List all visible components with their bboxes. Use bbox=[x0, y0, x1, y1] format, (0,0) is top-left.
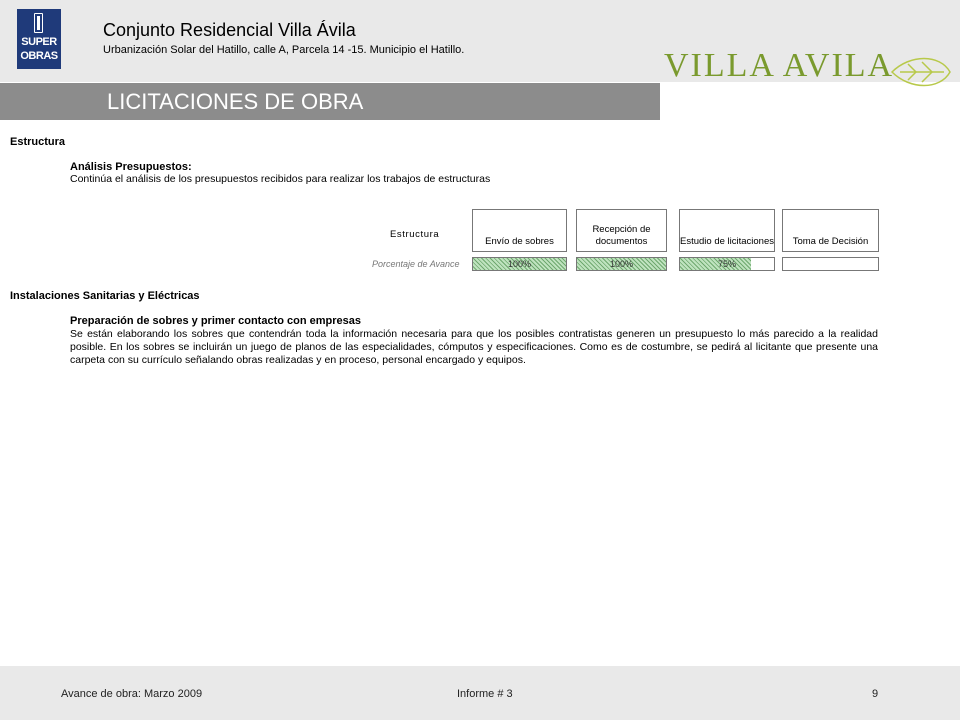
stage-box-toma bbox=[782, 209, 879, 252]
footer-report-date: Avance de obra: Marzo 2009 bbox=[61, 688, 203, 700]
logo-word-1: SUPER bbox=[21, 36, 57, 48]
subheading-analisis: Análisis Presupuestos: bbox=[70, 161, 192, 173]
banner-title: LICITACIONES DE OBRA bbox=[107, 89, 364, 114]
section-heading-estructura: Estructura bbox=[10, 136, 66, 148]
progress-row-label: Porcentaje de Avance bbox=[372, 259, 460, 269]
stage-label: Estudio de licitaciones bbox=[680, 236, 774, 247]
paragraph-instalaciones: Se están elaborando los sobres que contendrán toda la información necesaria para que los posibles contratistas generen un presupuesto lo más parecido a la realidad posible. En los sobres se incluirán un juego de planos de las especialidades, cómputos y especificaciones. Como es de costumbre, se pedirá al licitante que presente una carpeta con su currículo señalando obras realizadas y en proceso, personal encargado y equipos. bbox=[70, 328, 878, 366]
stage-label: Toma de Decisión bbox=[792, 236, 869, 247]
progress-value: 75% bbox=[717, 259, 736, 269]
table-row-label: Estructura bbox=[390, 229, 440, 240]
section-banner bbox=[0, 83, 660, 120]
logo-word-2: OBRAS bbox=[20, 50, 58, 62]
progress-value: 100% bbox=[507, 259, 532, 269]
progress-bar-toma bbox=[782, 257, 879, 271]
villa-avila-logo-text: VILLA AVILA bbox=[664, 47, 895, 84]
stage-box-envio bbox=[472, 209, 567, 252]
stage-label: Envío de sobres bbox=[485, 236, 554, 247]
stage-label: Recepción de documentos bbox=[592, 224, 651, 247]
footer-report-number: Informe # 3 bbox=[457, 688, 513, 700]
project-address: Urbanización Solar del Hatillo, calle A, Parcela 14 -15. Municipio el Hatillo. bbox=[103, 44, 465, 56]
villa-avila-logo bbox=[660, 36, 960, 100]
leaf-icon bbox=[892, 59, 950, 86]
stage-box-recepcion bbox=[576, 209, 667, 252]
progress-bar-estudio bbox=[679, 257, 775, 271]
super-obras-logo bbox=[17, 9, 61, 69]
section-heading-instalaciones: Instalaciones Sanitarias y Eléctricas bbox=[10, 290, 200, 302]
paragraph-estructura: Continúa el análisis de los presupuestos recibidos para realizar los trabajos de estructuras bbox=[70, 173, 491, 185]
progress-bar-recepcion bbox=[576, 257, 667, 271]
progress-bar-envio bbox=[472, 257, 567, 271]
subheading-preparacion: Preparación de sobres y primer contacto con empresas bbox=[70, 315, 362, 327]
logo-mark-icon bbox=[34, 13, 43, 33]
progress-value: 100% bbox=[609, 259, 634, 269]
project-title: Conjunto Residencial Villa Ávila bbox=[103, 20, 356, 40]
footer-page-number: 9 bbox=[872, 688, 879, 700]
stage-box-estudio bbox=[679, 209, 775, 252]
